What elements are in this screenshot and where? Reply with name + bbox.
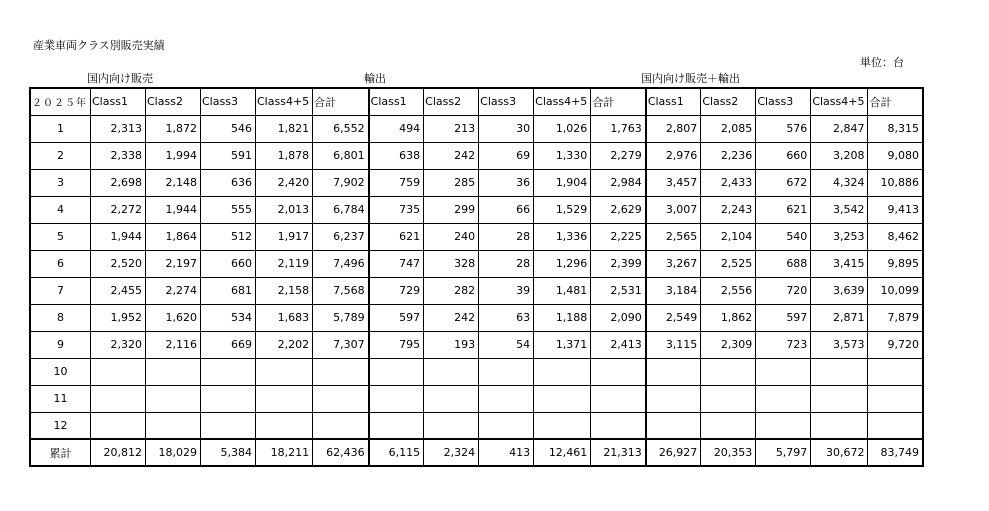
- table-cell: 6,801: [313, 142, 369, 169]
- month-label: 2: [30, 142, 91, 169]
- table-cell: 2,338: [91, 142, 146, 169]
- table-cell: [256, 385, 313, 412]
- table-cell: 636: [201, 169, 256, 196]
- table-row: [30, 115, 923, 142]
- month-label: 12: [30, 412, 91, 439]
- table-cell: 2,549: [646, 304, 701, 331]
- table-cell: 1,296: [534, 250, 591, 277]
- table-cell: 5,789: [313, 304, 369, 331]
- group-label-combined: 国内向け販売＋輸出: [641, 72, 740, 85]
- table-cell: 240: [424, 223, 479, 250]
- table-cell: 4,324: [811, 169, 868, 196]
- table-cell: 546: [201, 115, 256, 142]
- table-cell: [424, 358, 479, 385]
- table-row: [30, 169, 923, 196]
- table-cell: 2,984: [591, 169, 646, 196]
- table-cell: 621: [369, 223, 424, 250]
- table-cell: 28: [479, 223, 534, 250]
- table-cell: 20,812: [91, 439, 146, 466]
- table-cell: 299: [424, 196, 479, 223]
- table-cell: 18,029: [146, 439, 201, 466]
- table-cell: 576: [756, 115, 811, 142]
- total-label: 累計: [30, 439, 91, 466]
- table-cell: 2,847: [811, 115, 868, 142]
- table-cell: 413: [479, 439, 534, 466]
- column-header: Class3: [201, 88, 256, 115]
- table-cell: [91, 385, 146, 412]
- table-cell: 8,315: [868, 115, 923, 142]
- table-cell: 688: [756, 250, 811, 277]
- table-cell: 591: [201, 142, 256, 169]
- table-cell: 30,672: [811, 439, 868, 466]
- table-cell: 6,237: [313, 223, 369, 250]
- table-cell: 3,639: [811, 277, 868, 304]
- table-cell: [591, 385, 646, 412]
- table-cell: [424, 412, 479, 439]
- table-cell: [756, 385, 811, 412]
- table-cell: 1,529: [534, 196, 591, 223]
- table-cell: 512: [201, 223, 256, 250]
- table-cell: 7,568: [313, 277, 369, 304]
- table-cell: 3,267: [646, 250, 701, 277]
- table-cell: 2,272: [91, 196, 146, 223]
- column-header: Class3: [756, 88, 811, 115]
- table-cell: [811, 358, 868, 385]
- table-row: [30, 331, 923, 358]
- table-cell: 2,309: [701, 331, 756, 358]
- table-cell: [646, 358, 701, 385]
- report-title: 産業車両クラス別販売実績: [33, 39, 165, 52]
- month-label: 9: [30, 331, 91, 358]
- header-row: [30, 88, 923, 115]
- table-cell: 2,565: [646, 223, 701, 250]
- table-cell: 66: [479, 196, 534, 223]
- table-cell: 328: [424, 250, 479, 277]
- table-cell: 2,236: [701, 142, 756, 169]
- group-label-domestic: 国内向け販売: [87, 72, 153, 85]
- table-cell: 2,313: [91, 115, 146, 142]
- table-cell: 3,007: [646, 196, 701, 223]
- table-cell: 9,895: [868, 250, 923, 277]
- table-cell: 2,807: [646, 115, 701, 142]
- column-header: 合計: [313, 88, 369, 115]
- table-cell: 2,413: [591, 331, 646, 358]
- table-cell: 2,976: [646, 142, 701, 169]
- table-cell: 2,090: [591, 304, 646, 331]
- month-label: 5: [30, 223, 91, 250]
- month-label: 11: [30, 385, 91, 412]
- table-cell: 1,994: [146, 142, 201, 169]
- table-cell: 5,384: [201, 439, 256, 466]
- table-cell: 2,197: [146, 250, 201, 277]
- table-row: [30, 412, 923, 439]
- table-cell: 28: [479, 250, 534, 277]
- table-cell: 63: [479, 304, 534, 331]
- table-cell: 1,917: [256, 223, 313, 250]
- table-cell: 62,436: [313, 439, 369, 466]
- table-cell: 672: [756, 169, 811, 196]
- table-cell: 681: [201, 277, 256, 304]
- table-row: [30, 385, 923, 412]
- column-header: Class1: [369, 88, 424, 115]
- table-cell: [313, 412, 369, 439]
- table-cell: 10,886: [868, 169, 923, 196]
- table-cell: 2,158: [256, 277, 313, 304]
- table-cell: [701, 358, 756, 385]
- table-cell: 285: [424, 169, 479, 196]
- month-label: 7: [30, 277, 91, 304]
- table-cell: 9,080: [868, 142, 923, 169]
- table-cell: 7,879: [868, 304, 923, 331]
- month-label: 10: [30, 358, 91, 385]
- table-cell: 660: [756, 142, 811, 169]
- table-cell: 2,279: [591, 142, 646, 169]
- month-label: 8: [30, 304, 91, 331]
- table-cell: [91, 358, 146, 385]
- table-cell: 1,330: [534, 142, 591, 169]
- table-cell: 2,698: [91, 169, 146, 196]
- group-label-export: 輸出: [364, 72, 386, 85]
- table-row: [30, 142, 923, 169]
- column-header: 合計: [591, 88, 646, 115]
- table-cell: 30: [479, 115, 534, 142]
- table-cell: [313, 358, 369, 385]
- table-cell: 7,902: [313, 169, 369, 196]
- table-cell: [534, 385, 591, 412]
- table-cell: 1,864: [146, 223, 201, 250]
- table-cell: 2,531: [591, 277, 646, 304]
- table-cell: 9,413: [868, 196, 923, 223]
- table-cell: 2,320: [91, 331, 146, 358]
- table-cell: 1,944: [146, 196, 201, 223]
- table-cell: 660: [201, 250, 256, 277]
- total-row: [30, 439, 923, 466]
- table-cell: 2,399: [591, 250, 646, 277]
- table-cell: 555: [201, 196, 256, 223]
- table-cell: 3,253: [811, 223, 868, 250]
- table-row: [30, 250, 923, 277]
- table-cell: 1,188: [534, 304, 591, 331]
- table-cell: 720: [756, 277, 811, 304]
- column-header: Class3: [479, 88, 534, 115]
- table-cell: [534, 358, 591, 385]
- table-cell: [811, 412, 868, 439]
- table-cell: [868, 358, 923, 385]
- table-cell: 193: [424, 331, 479, 358]
- table-cell: 747: [369, 250, 424, 277]
- table-cell: 1,026: [534, 115, 591, 142]
- table-cell: 1,944: [91, 223, 146, 250]
- table-cell: 2,871: [811, 304, 868, 331]
- table-cell: 2,225: [591, 223, 646, 250]
- month-label: 6: [30, 250, 91, 277]
- table-cell: 10,099: [868, 277, 923, 304]
- table-cell: [91, 412, 146, 439]
- table-cell: [369, 358, 424, 385]
- table-row: [30, 304, 923, 331]
- table-cell: 242: [424, 142, 479, 169]
- table-cell: 12,461: [534, 439, 591, 466]
- table-cell: [756, 358, 811, 385]
- table-cell: [534, 412, 591, 439]
- table-cell: 1,336: [534, 223, 591, 250]
- column-header: Class2: [701, 88, 756, 115]
- table-cell: 540: [756, 223, 811, 250]
- table-cell: 2,455: [91, 277, 146, 304]
- table-cell: 20,353: [701, 439, 756, 466]
- unit-label: 単位：台: [860, 56, 904, 69]
- year-header: ２０２５年: [30, 88, 91, 115]
- table-cell: [868, 412, 923, 439]
- table-cell: 597: [756, 304, 811, 331]
- table-cell: 1,763: [591, 115, 646, 142]
- table-cell: 242: [424, 304, 479, 331]
- table-cell: 26,927: [646, 439, 701, 466]
- table-cell: 2,202: [256, 331, 313, 358]
- table-cell: [369, 385, 424, 412]
- table-cell: [701, 385, 756, 412]
- table-cell: [146, 412, 201, 439]
- table-cell: 83,749: [868, 439, 923, 466]
- table-cell: 2,556: [701, 277, 756, 304]
- table-cell: [369, 412, 424, 439]
- table-cell: 3,457: [646, 169, 701, 196]
- table-cell: 36: [479, 169, 534, 196]
- table-cell: 1,872: [146, 115, 201, 142]
- table-cell: 2,520: [91, 250, 146, 277]
- table-cell: 8,462: [868, 223, 923, 250]
- table-cell: [479, 358, 534, 385]
- table-cell: 2,116: [146, 331, 201, 358]
- table-cell: 7,307: [313, 331, 369, 358]
- column-header: Class2: [146, 88, 201, 115]
- table-cell: 669: [201, 331, 256, 358]
- table-cell: 1,481: [534, 277, 591, 304]
- table-cell: [646, 412, 701, 439]
- table-cell: 69: [479, 142, 534, 169]
- table-cell: 1,683: [256, 304, 313, 331]
- table-cell: 3,208: [811, 142, 868, 169]
- table-cell: 21,313: [591, 439, 646, 466]
- table-cell: 2,420: [256, 169, 313, 196]
- table-cell: [868, 385, 923, 412]
- table-cell: 723: [756, 331, 811, 358]
- table-row: [30, 358, 923, 385]
- table-cell: 3,542: [811, 196, 868, 223]
- table-cell: 39: [479, 277, 534, 304]
- table-cell: 597: [369, 304, 424, 331]
- table-cell: 1,620: [146, 304, 201, 331]
- table-cell: 729: [369, 277, 424, 304]
- table-cell: 2,243: [701, 196, 756, 223]
- table-cell: 1,952: [91, 304, 146, 331]
- month-label: 1: [30, 115, 91, 142]
- column-header: Class4+5: [534, 88, 591, 115]
- column-header: Class4+5: [811, 88, 868, 115]
- table-cell: 1,862: [701, 304, 756, 331]
- table-cell: 5,797: [756, 439, 811, 466]
- table-cell: 2,525: [701, 250, 756, 277]
- table-cell: 213: [424, 115, 479, 142]
- table-cell: 795: [369, 331, 424, 358]
- table-cell: [479, 412, 534, 439]
- table-cell: 6,552: [313, 115, 369, 142]
- table-cell: 621: [756, 196, 811, 223]
- month-label: 4: [30, 196, 91, 223]
- table-cell: [146, 385, 201, 412]
- table-cell: 6,115: [369, 439, 424, 466]
- table-cell: 638: [369, 142, 424, 169]
- table-cell: 6,784: [313, 196, 369, 223]
- table-cell: [313, 385, 369, 412]
- table-cell: [701, 412, 756, 439]
- table-cell: [201, 358, 256, 385]
- table-cell: [201, 412, 256, 439]
- table-cell: 3,184: [646, 277, 701, 304]
- table-cell: [591, 358, 646, 385]
- table-cell: 534: [201, 304, 256, 331]
- table-cell: 2,274: [146, 277, 201, 304]
- table-cell: 282: [424, 277, 479, 304]
- table-cell: [646, 385, 701, 412]
- table-cell: 2,433: [701, 169, 756, 196]
- table-cell: [811, 385, 868, 412]
- table-cell: 1,371: [534, 331, 591, 358]
- table-row: [30, 196, 923, 223]
- table-cell: 3,115: [646, 331, 701, 358]
- table-cell: [256, 412, 313, 439]
- table-cell: 2,324: [424, 439, 479, 466]
- table-cell: 3,573: [811, 331, 868, 358]
- table-cell: [424, 385, 479, 412]
- table-row: [30, 223, 923, 250]
- column-header: 合計: [868, 88, 923, 115]
- table-cell: [201, 385, 256, 412]
- table-cell: 2,148: [146, 169, 201, 196]
- table-cell: 54: [479, 331, 534, 358]
- table-cell: 7,496: [313, 250, 369, 277]
- table-cell: [146, 358, 201, 385]
- column-header: Class2: [424, 88, 479, 115]
- table-row: [30, 277, 923, 304]
- column-header: Class1: [91, 88, 146, 115]
- table-cell: 1,904: [534, 169, 591, 196]
- table-cell: 1,878: [256, 142, 313, 169]
- table-cell: [591, 412, 646, 439]
- table-cell: 2,085: [701, 115, 756, 142]
- table-cell: 494: [369, 115, 424, 142]
- table-cell: 2,013: [256, 196, 313, 223]
- table-cell: 3,415: [811, 250, 868, 277]
- table-cell: 18,211: [256, 439, 313, 466]
- table-cell: 2,629: [591, 196, 646, 223]
- table-cell: 759: [369, 169, 424, 196]
- table-cell: 2,104: [701, 223, 756, 250]
- table-cell: 9,720: [868, 331, 923, 358]
- column-header: Class4+5: [256, 88, 313, 115]
- sales-table: [29, 87, 924, 467]
- table-cell: [256, 358, 313, 385]
- table-cell: 735: [369, 196, 424, 223]
- month-label: 3: [30, 169, 91, 196]
- table-cell: [756, 412, 811, 439]
- column-header: Class1: [646, 88, 701, 115]
- table-cell: 2,119: [256, 250, 313, 277]
- table-cell: [479, 385, 534, 412]
- table-cell: 1,821: [256, 115, 313, 142]
